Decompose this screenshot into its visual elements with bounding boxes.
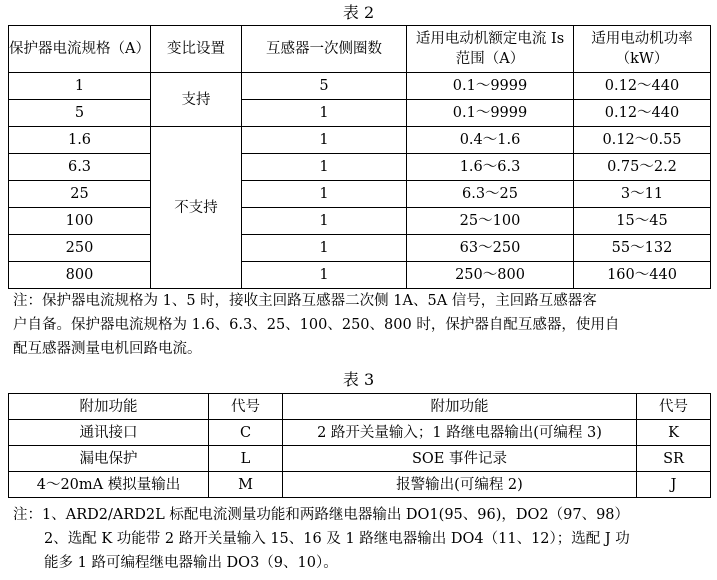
header-ratio-setting: 变比设置	[151, 26, 242, 73]
cell-code: K	[637, 420, 711, 446]
cell-code: L	[209, 446, 283, 472]
cell-range: 63～250	[407, 235, 574, 262]
header-rated-current-range: 适用电动机额定电流 Is 范围（A）	[407, 26, 574, 73]
cell-range: 6.3～25	[407, 181, 574, 208]
cell-turns: 1	[242, 235, 407, 262]
cell-code: M	[209, 472, 283, 498]
table-row	[9, 262, 711, 289]
cell-turns: 1	[242, 262, 407, 289]
table-row	[9, 420, 711, 446]
header-current-spec: 保护器电流规格（A）	[9, 26, 151, 73]
cell-turns: 1	[242, 208, 407, 235]
table2-note	[13, 289, 713, 361]
table-row	[9, 208, 711, 235]
table-row	[9, 73, 711, 100]
cell-power: 0.75～2.2	[574, 154, 711, 181]
cell-range: 0.1～9999	[407, 100, 574, 127]
table2-header-row	[9, 26, 711, 73]
cell-range: 0.4～1.6	[407, 127, 574, 154]
cell-power: 0.12～440	[574, 73, 711, 100]
note-line: 户自备。保护器电流规格为 1.6、6.3、25、100、250、800 时，保护器自配互感器，使用自	[13, 317, 620, 333]
cell-function: 通讯接口	[9, 420, 209, 446]
cell-spec: 1	[9, 73, 151, 100]
cell-range: 1.6～6.3	[407, 154, 574, 181]
cell-turns: 1	[242, 154, 407, 181]
table-row	[9, 127, 711, 154]
header-code-2: 代号	[637, 394, 711, 420]
header-function-2: 附加功能	[283, 394, 637, 420]
cell-range: 0.1～9999	[407, 73, 574, 100]
cell-spec: 100	[9, 208, 151, 235]
cell-turns: 1	[242, 127, 407, 154]
header-function-1: 附加功能	[9, 394, 209, 420]
cell-code: SR	[637, 446, 711, 472]
cell-range: 25～100	[407, 208, 574, 235]
cell-power: 0.12～0.55	[574, 127, 711, 154]
note-line: 2、选配 K 功能带 2 路开关量输入 15、16 及 1 路继电器输出 DO4（11、12）；选配 J 功	[44, 531, 630, 547]
cell-power: 0.12～440	[574, 100, 711, 127]
note-line: 能多 1 路可编程继电器输出 DO3（9、10）。	[44, 555, 338, 571]
cell-spec: 5	[9, 100, 151, 127]
table-row	[9, 472, 711, 498]
cell-code: J	[637, 472, 711, 498]
table-row	[9, 100, 711, 127]
cell-function: 2 路开关量输入；1 路继电器输出(可编程 3)	[283, 420, 637, 446]
table-row	[9, 181, 711, 208]
note-line: 配互感器测量电机回路电流。	[13, 341, 202, 357]
note-line: 注：保护器电流规格为 1、5 时，接收主回路互感器二次侧 1A、5A 信号，主回路互感器客	[13, 293, 597, 309]
cell-spec: 1.6	[9, 127, 151, 154]
cell-spec: 25	[9, 181, 151, 208]
table-row	[9, 154, 711, 181]
cell-spec: 6.3	[9, 154, 151, 181]
cell-range: 250～800	[407, 262, 574, 289]
cell-power: 55～132	[574, 235, 711, 262]
cell-power: 160～440	[574, 262, 711, 289]
note-line: 注：1、ARD2/ARD2L 标配电流测量功能和两路继电器输出 DO1(95、96)，DO2（97、98）	[13, 507, 630, 523]
table-row	[9, 446, 711, 472]
cell-ratio-support: 支持	[151, 73, 242, 127]
table3-caption: 表 3	[342, 370, 375, 389]
cell-code: C	[209, 420, 283, 446]
header-primary-turns: 互感器一次侧圈数	[242, 26, 407, 73]
current-spec-table	[8, 25, 711, 289]
cell-turns: 5	[242, 73, 407, 100]
cell-spec: 250	[9, 235, 151, 262]
additional-function-table	[8, 393, 711, 498]
header-code-1: 代号	[209, 394, 283, 420]
cell-function: 报警输出(可编程 2)	[283, 472, 637, 498]
table2-caption: 表 2	[342, 3, 375, 22]
cell-ratio-no-support: 不支持	[151, 127, 242, 289]
cell-function: 漏电保护	[9, 446, 209, 472]
cell-turns: 1	[242, 100, 407, 127]
table3-header-row	[9, 394, 711, 420]
cell-spec: 800	[9, 262, 151, 289]
cell-power: 3～11	[574, 181, 711, 208]
table-row	[9, 235, 711, 262]
table3-note	[13, 503, 713, 575]
header-motor-power: 适用电动机功率（kW）	[574, 26, 711, 73]
cell-function: 4～20mA 模拟量输出	[9, 472, 209, 498]
cell-turns: 1	[242, 181, 407, 208]
cell-power: 15～45	[574, 208, 711, 235]
cell-function: SOE 事件记录	[283, 446, 637, 472]
